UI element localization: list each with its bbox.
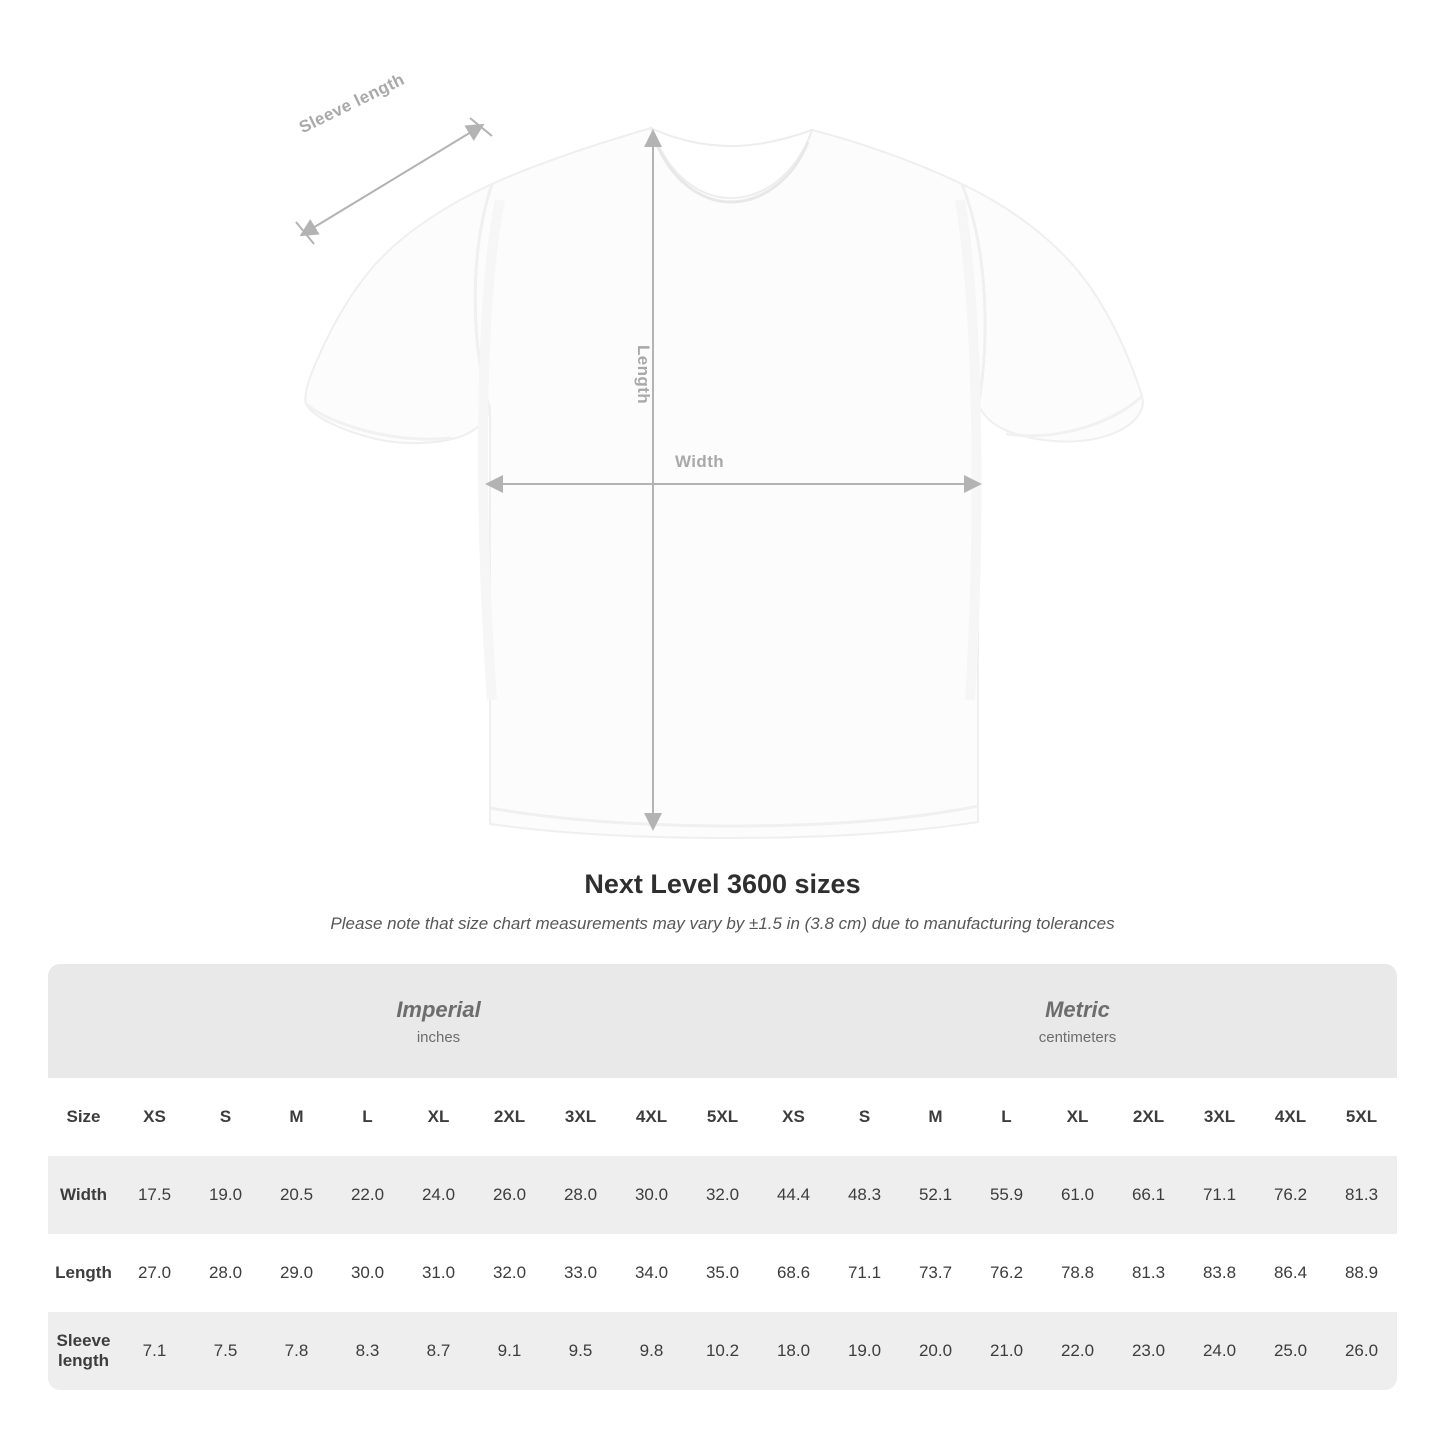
- size-header-imperial-5xl: 5XL: [687, 1078, 758, 1156]
- cell-sleeve-imperial-2xl: 9.1: [474, 1312, 545, 1390]
- cell-sleeve-imperial-l: 8.3: [332, 1312, 403, 1390]
- size-label-header: Size: [48, 1078, 119, 1156]
- cell-width-metric-s: 48.3: [829, 1156, 900, 1234]
- imperial-unit-name: Imperial: [396, 996, 481, 1022]
- row-label-length: Length: [48, 1234, 119, 1312]
- size-header-imperial-3xl: 3XL: [545, 1078, 616, 1156]
- cell-width-metric-2xl: 66.1: [1113, 1156, 1184, 1234]
- size-header-metric-xl: XL: [1042, 1078, 1113, 1156]
- cell-sleeve-metric-3xl: 24.0: [1184, 1312, 1255, 1390]
- cell-width-imperial-m: 20.5: [261, 1156, 332, 1234]
- imperial-unit-sub: inches: [416, 1028, 461, 1046]
- cell-length-imperial-4xl: 34.0: [616, 1234, 687, 1312]
- cell-length-metric-xl: 78.8: [1042, 1234, 1113, 1312]
- cell-length-metric-2xl: 81.3: [1113, 1234, 1184, 1312]
- cell-width-imperial-l: 22.0: [332, 1156, 403, 1234]
- cell-width-metric-4xl: 76.2: [1255, 1156, 1326, 1234]
- cell-length-metric-xs: 68.6: [758, 1234, 829, 1312]
- cell-width-metric-5xl: 81.3: [1326, 1156, 1397, 1234]
- cell-length-metric-s: 71.1: [829, 1234, 900, 1312]
- size-header-metric-m: M: [900, 1078, 971, 1156]
- unit-corner-cell: [48, 964, 119, 1078]
- imperial-unit-header: [119, 964, 758, 1078]
- length-dimension-label: Length: [634, 345, 653, 405]
- cell-width-imperial-4xl: 30.0: [616, 1156, 687, 1234]
- cell-length-metric-5xl: 88.9: [1326, 1234, 1397, 1312]
- size-header-imperial-s: S: [190, 1078, 261, 1156]
- metric-unit-name: Metric: [1045, 996, 1110, 1022]
- cell-sleeve-metric-2xl: 23.0: [1113, 1312, 1184, 1390]
- cell-length-imperial-2xl: 32.0: [474, 1234, 545, 1312]
- cell-length-metric-m: 73.7: [900, 1234, 971, 1312]
- cell-length-imperial-xs: 27.0: [119, 1234, 190, 1312]
- page-title: Next Level 3600 sizes: [584, 869, 861, 899]
- cell-width-metric-3xl: 71.1: [1184, 1156, 1255, 1234]
- cell-width-metric-xs: 44.4: [758, 1156, 829, 1234]
- cell-sleeve-imperial-s: 7.5: [190, 1312, 261, 1390]
- table-row: [48, 1234, 1397, 1312]
- cell-sleeve-metric-xs: 18.0: [758, 1312, 829, 1390]
- size-header-metric-l: L: [971, 1078, 1042, 1156]
- table-row: [48, 1312, 1397, 1390]
- cell-width-imperial-xl: 24.0: [403, 1156, 474, 1234]
- cell-width-imperial-s: 19.0: [190, 1156, 261, 1234]
- cell-length-imperial-s: 28.0: [190, 1234, 261, 1312]
- size-header-imperial-xl: XL: [403, 1078, 474, 1156]
- cell-length-imperial-3xl: 33.0: [545, 1234, 616, 1312]
- cell-sleeve-metric-s: 19.0: [829, 1312, 900, 1390]
- cell-length-metric-l: 76.2: [971, 1234, 1042, 1312]
- size-header-row: [48, 1078, 1397, 1156]
- size-table-wrapper: [48, 964, 1397, 1390]
- size-header-imperial-xs: XS: [119, 1078, 190, 1156]
- width-dimension-label: Width: [675, 452, 725, 471]
- size-header-metric-s: S: [829, 1078, 900, 1156]
- cell-length-imperial-5xl: 35.0: [687, 1234, 758, 1312]
- cell-sleeve-metric-5xl: 26.0: [1326, 1312, 1397, 1390]
- cell-sleeve-imperial-5xl: 10.2: [687, 1312, 758, 1390]
- cell-sleeve-metric-l: 21.0: [971, 1312, 1042, 1390]
- size-header-imperial-4xl: 4XL: [616, 1078, 687, 1156]
- size-header-imperial-2xl: 2XL: [474, 1078, 545, 1156]
- cell-length-imperial-l: 30.0: [332, 1234, 403, 1312]
- cell-sleeve-metric-m: 20.0: [900, 1312, 971, 1390]
- cell-length-imperial-m: 29.0: [261, 1234, 332, 1312]
- tolerance-note: Please note that size chart measurements may vary by ±1.5 in (3.8 cm) due to manufacturing tolerances: [330, 914, 1115, 933]
- cell-width-imperial-5xl: 32.0: [687, 1156, 758, 1234]
- cell-sleeve-imperial-4xl: 9.8: [616, 1312, 687, 1390]
- row-label-sleeve-length: Sleeve length: [48, 1312, 119, 1390]
- sleeve-length-dimension-label: Sleeve length: [296, 69, 408, 138]
- size-header-metric-2xl: 2XL: [1113, 1078, 1184, 1156]
- metric-unit-header: [758, 964, 1397, 1078]
- metric-unit-sub: centimeters: [1038, 1028, 1117, 1046]
- cell-length-metric-3xl: 83.8: [1184, 1234, 1255, 1312]
- size-header-metric-3xl: 3XL: [1184, 1078, 1255, 1156]
- heading-block: [0, 869, 1445, 934]
- size-header-imperial-l: L: [332, 1078, 403, 1156]
- cell-width-imperial-xs: 17.5: [119, 1156, 190, 1234]
- cell-width-metric-m: 52.1: [900, 1156, 971, 1234]
- cell-width-imperial-3xl: 28.0: [545, 1156, 616, 1234]
- cell-sleeve-imperial-xs: 7.1: [119, 1312, 190, 1390]
- cell-sleeve-imperial-xl: 8.7: [403, 1312, 474, 1390]
- row-label-width: Width: [48, 1156, 119, 1234]
- size-header-metric-5xl: 5XL: [1326, 1078, 1397, 1156]
- cell-sleeve-metric-4xl: 25.0: [1255, 1312, 1326, 1390]
- size-table: [48, 964, 1397, 1390]
- size-header-metric-4xl: 4XL: [1255, 1078, 1326, 1156]
- cell-width-metric-xl: 61.0: [1042, 1156, 1113, 1234]
- cell-sleeve-imperial-m: 7.8: [261, 1312, 332, 1390]
- cell-length-imperial-xl: 31.0: [403, 1234, 474, 1312]
- size-header-metric-xs: XS: [758, 1078, 829, 1156]
- table-row: [48, 1156, 1397, 1234]
- cell-width-imperial-2xl: 26.0: [474, 1156, 545, 1234]
- cell-length-metric-4xl: 86.4: [1255, 1234, 1326, 1312]
- cell-width-metric-l: 55.9: [971, 1156, 1042, 1234]
- cell-sleeve-metric-xl: 22.0: [1042, 1312, 1113, 1390]
- size-header-imperial-m: M: [261, 1078, 332, 1156]
- unit-header-row: [48, 964, 1397, 1078]
- cell-sleeve-imperial-3xl: 9.5: [545, 1312, 616, 1390]
